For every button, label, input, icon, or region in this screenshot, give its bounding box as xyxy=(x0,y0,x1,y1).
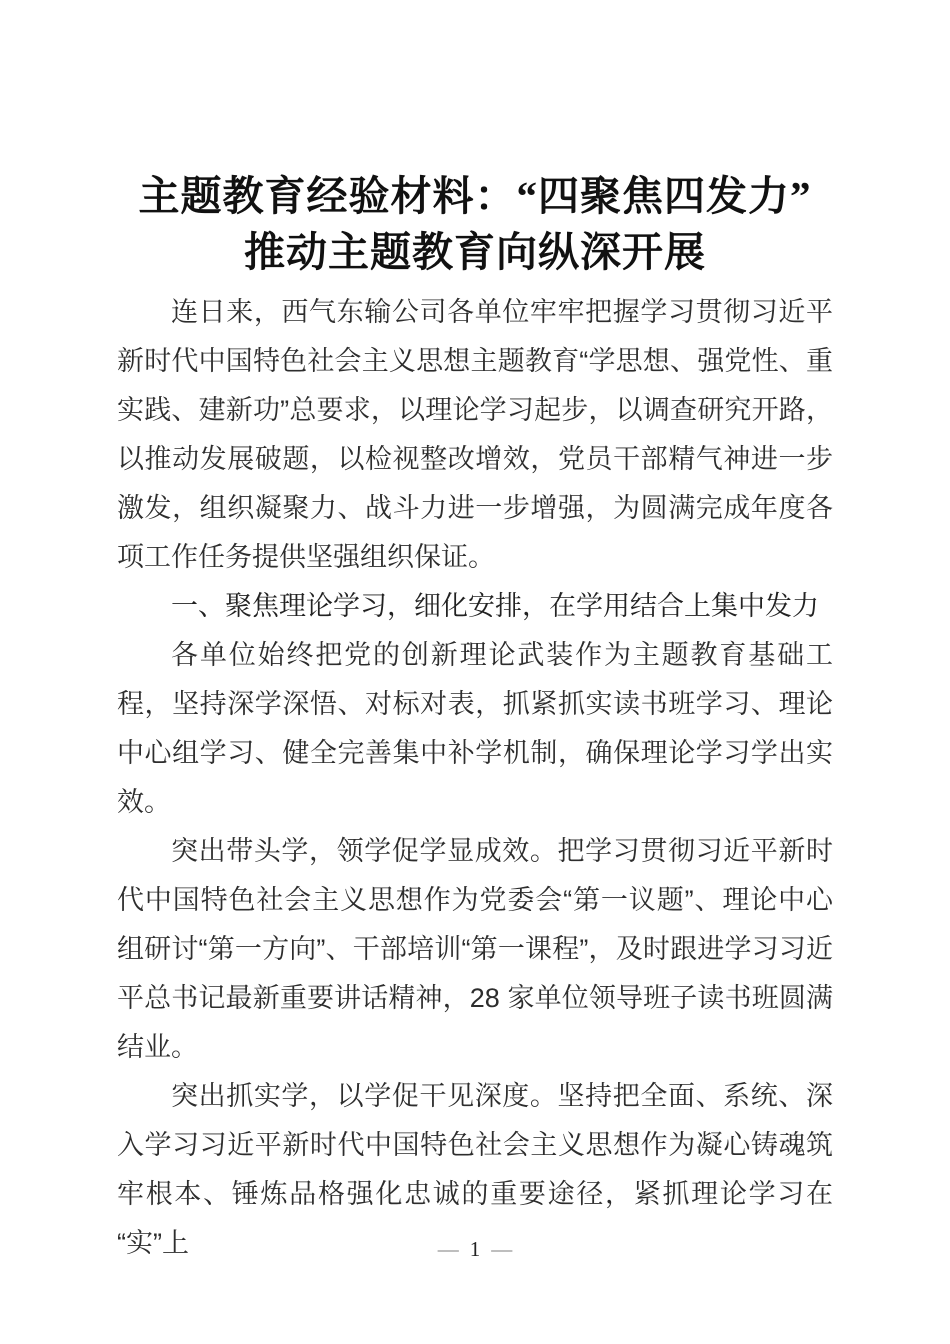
document-title-line1: 主题教育经验材料：“四聚焦四发力” xyxy=(138,173,812,219)
paragraph-practical-study: 突出抓实学，以学促干见深度。坚持把全面、系统、深入学习习近平新时代中国特色社会主义思想作为凝心铸魂筑牢根本、锤炼品格强化忠诚的重要途径，紧抓理论学习在“实”上 xyxy=(117,1081,833,1258)
page-footer xyxy=(0,1234,950,1264)
footer-right-dash: — xyxy=(491,1237,513,1261)
paragraph-intro: 连日来，西气东输公司各单位牢牢把握学习贯彻习近平新时代中国特色社会主义思想主题教育“学思想、强党性、重实践、建新功”总要求，以理论学习起步，以调查研究开路，以推动发展破题，以检视整改增效，党员干部精气神进一步激发，组织凝聚力、战斗力进一步增强，为圆满完成年度各项工作任务提供坚强组织保证。 xyxy=(117,297,833,572)
document-title xyxy=(60,168,890,280)
document-body xyxy=(117,288,833,1268)
footer-page-number: 1 xyxy=(469,1237,481,1261)
section-heading-1: 一、聚焦理论学习，细化安排，在学用结合上集中发力 xyxy=(171,591,819,621)
paragraph-theory-study: 各单位始终把党的创新理论武装作为主题教育基础工程，坚持深学深悟、对标对表，抓紧抓实读书班学习、理论中心组学习、健全完善集中补学机制，确保理论学习学出实效。 xyxy=(117,640,833,817)
footer-left-dash: — xyxy=(437,1237,459,1261)
document-title-line2: 推动主题教育向纵深开展 xyxy=(244,229,706,275)
paragraph-lead-study: 突出带头学，领学促学显成效。把学习贯彻习近平新时代中国特色社会主义思想作为党委会“第一议题”、理论中心组研讨“第一方向”、干部培训“第一课程”，及时跟进学习习近平总书记最新重要讲话精神，28 家单位领导班子读书班圆满结业。 xyxy=(117,836,833,1062)
